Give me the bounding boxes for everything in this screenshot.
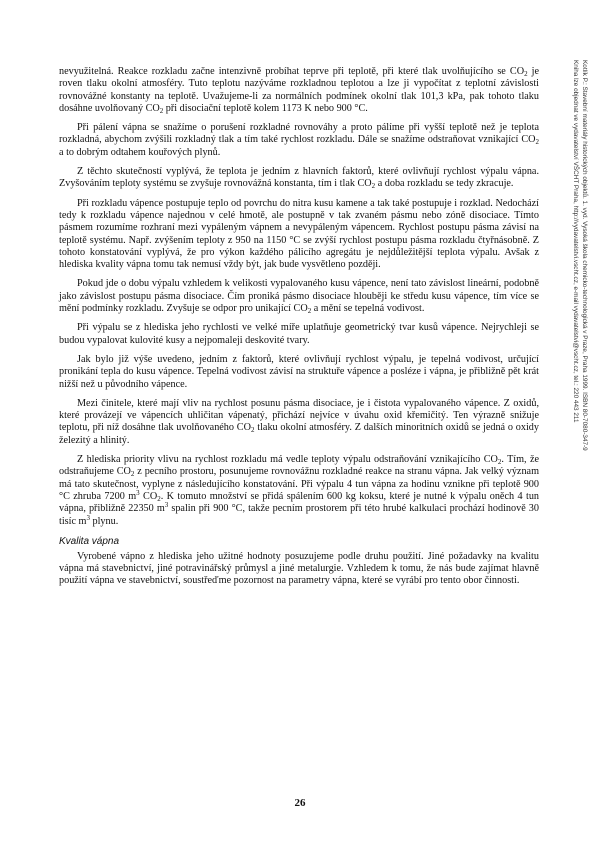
paragraph-geometric-shape: Při výpalu se z hlediska jeho rychlosti ve velké míře uplatňuje geometrický tvar kusů vápence. Nejrychleji se budou vypalovat kulovité kusy a nejpomaleji deskovité tvary. [59, 322, 539, 346]
page-number: 26 [294, 797, 306, 809]
section-heading-lime-quality: Kvalita vápna [59, 535, 120, 547]
document-body [59, 66, 539, 595]
side-citation-line-1: Kotlík P.: Stavební materiály historických objektů. 1. vyd. Vysoká škola chemicko-technologická v Praze, Praha 1999. ISBN 80-7080-347-9 [581, 60, 588, 451]
paragraph-dissociation-zone: Při rozkladu vápence postupuje teplo od povrchu do nitra kusu kamene a tak také postupuje i rozklad. Nedochází tedy k rozkladu vápence najednou v celé hmotě, ale postupně v tak zvaném pásmu nebo zóně disociace. Tímto pásmem rozumíme rozhraní mezi vypáleným vápnem a nevypáleným vápencem. Rychlost postupu pásma závisí na teplotě systému. Např. zvýšením teploty z 950 na 1150 °C se zvýší rychlost postupu pásma rozkladu čtyřnásobně. Z tohoto konstatování vyplývá, že pro výkon každého pálicího agregátu je nejdůležitější teplota výpalu. Avšak z hlediska kvality vápna tomu tak nemusí vždy být, jak bude vysvětleno později. [59, 197, 539, 271]
paragraph-lime-quality: Vyrobené vápno z hlediska jeho užitné hodnoty posuzujeme podle druhu použití. Jiné požadavky na kvalitu vápna má stavebnictví, jiné potravinářský průmysl a jiné metalurgie. Vzhledem k tomu, že nás bude zajímat hlavně použití vápna ve stavebnictví, soustřeďme pozornost na parametry vápna, které se vyrábí pro tento obor činnosti. [59, 550, 539, 587]
paragraph-decomposition-temperature: nevyužitelná. Reakce rozkladu začne intenzivně probíhat teprve při teplotě, při které tlak uvolňujícího se $CO_2$ je roven tlaku okolní atmosféry. Tuto teplotu nazýváme rozkladnou teplotou a lze ji vypočítat z teplotní závislosti rovnovážné konstanty na teplotě. Uvažujeme-li za normálních podmínek okolní tlak 101,3 kPa, pak tohoto tlaku dosáhne uvolňovaný $CO_2$ při disociační teplotě kolem 1173 K nebo 900 °C. [59, 66, 539, 115]
paragraph-temperature-factor: Z těchto skutečností vyplývá, že teplota je jedním z hlavních faktorů, které ovlivňují rychlost výpalu vápna. Zvyšováním teploty systému se zvyšuje rovnovážná konstanta, tím i tlak $CO_2$ a doba rozkladu se tedy zkracuje. [59, 166, 539, 191]
paragraph-burning-lime: Při pálení vápna se snažíme o porušení rozkladné rovnováhy a proto pálíme při vyšší teplotě než je teplota rozkladná, abychom zvýšili rozkladný tlak a tím také rychlost rozkladu. Dále se snažíme odstraňovat vznikající $CO_2$ a to dobrým odtahem kouřových plynů. [59, 122, 539, 158]
paragraph-co2-removal: Z hlediska priority vlivu na rychlost rozkladu má vedle teploty výpalu odstraňování vznikajícího $CO_2$. Tím, že odstraňujeme $CO_2$ z pecního prostoru, posunujeme rovnovážnu rozkladné reakce na stranu vápna. Jak velký význam má tato skutečnost, vyplyne z následujícího konstatování. Při výpalu 4 tun vápna za hodinu vznikne při teplotě 900 °C zhruba 7200 $m^3$ $CO_2$. K tomuto množství se přidá spálením 600 kg koksu, které je nutné k výpalu oněch 4 tun vápna, přibližně 22350 $m^3$ spalin při 900 °C, takže pecním prostorem při této hrubé kalkulaci prochází hodinově 30 tisíc $m^3$ plynu. [59, 454, 540, 527]
paragraph-limestone-purity: Mezi činitele, které mají vliv na rychlost posunu pásma disociace, je i čistota vypalovaného vápence. Z oxidů, které provázejí ve vápencích uhličitan vápenatý, přichází nejvíce v úvahu oxid křemičitý. Ten výrazně snižuje teplotu, při níž dosáhne tlak uvolňovaného $CO_2$ tlaku okolní atmosféry. Z dalších minoritních oxidů se jedná o oxidy železitý a hlinitý. [59, 397, 539, 446]
side-citation-note [549, 60, 589, 670]
paragraph-thermal-conductivity: Jak bylo již výše uvedeno, jedním z faktorů, které ovlivňují rychlost výpalu, je tepelná vodivost, určující pronikání tepla do kusu vápence. Tepelná vodivost závisí na struktuře vápence a posléze i vápna, je přibližně pět krát nižší než u původního vápence. [59, 353, 539, 390]
paragraph-piece-size: Pokud jde o dobu výpalu vzhledem k velikosti vypalovaného kusu vápence, není tato závislost lineární, podobně jako závislost postupu pásma disociace. Čím proniká pásmo disociace hlouběji ke středu kusu vápence, tím více se mění podmínky rozkladu. Zvyšuje se odpor pro unikající $CO_2$ a mění se tepelná vodivost. [59, 278, 539, 316]
side-citation-line-2: Kniha lze objednat ve vydavatelství VŠCHT Praha, http://vydavatelstvi.vscht.cz, e-mail vydavatelstvi@vscht.cz, tel.: 220 443 211 [572, 60, 579, 423]
